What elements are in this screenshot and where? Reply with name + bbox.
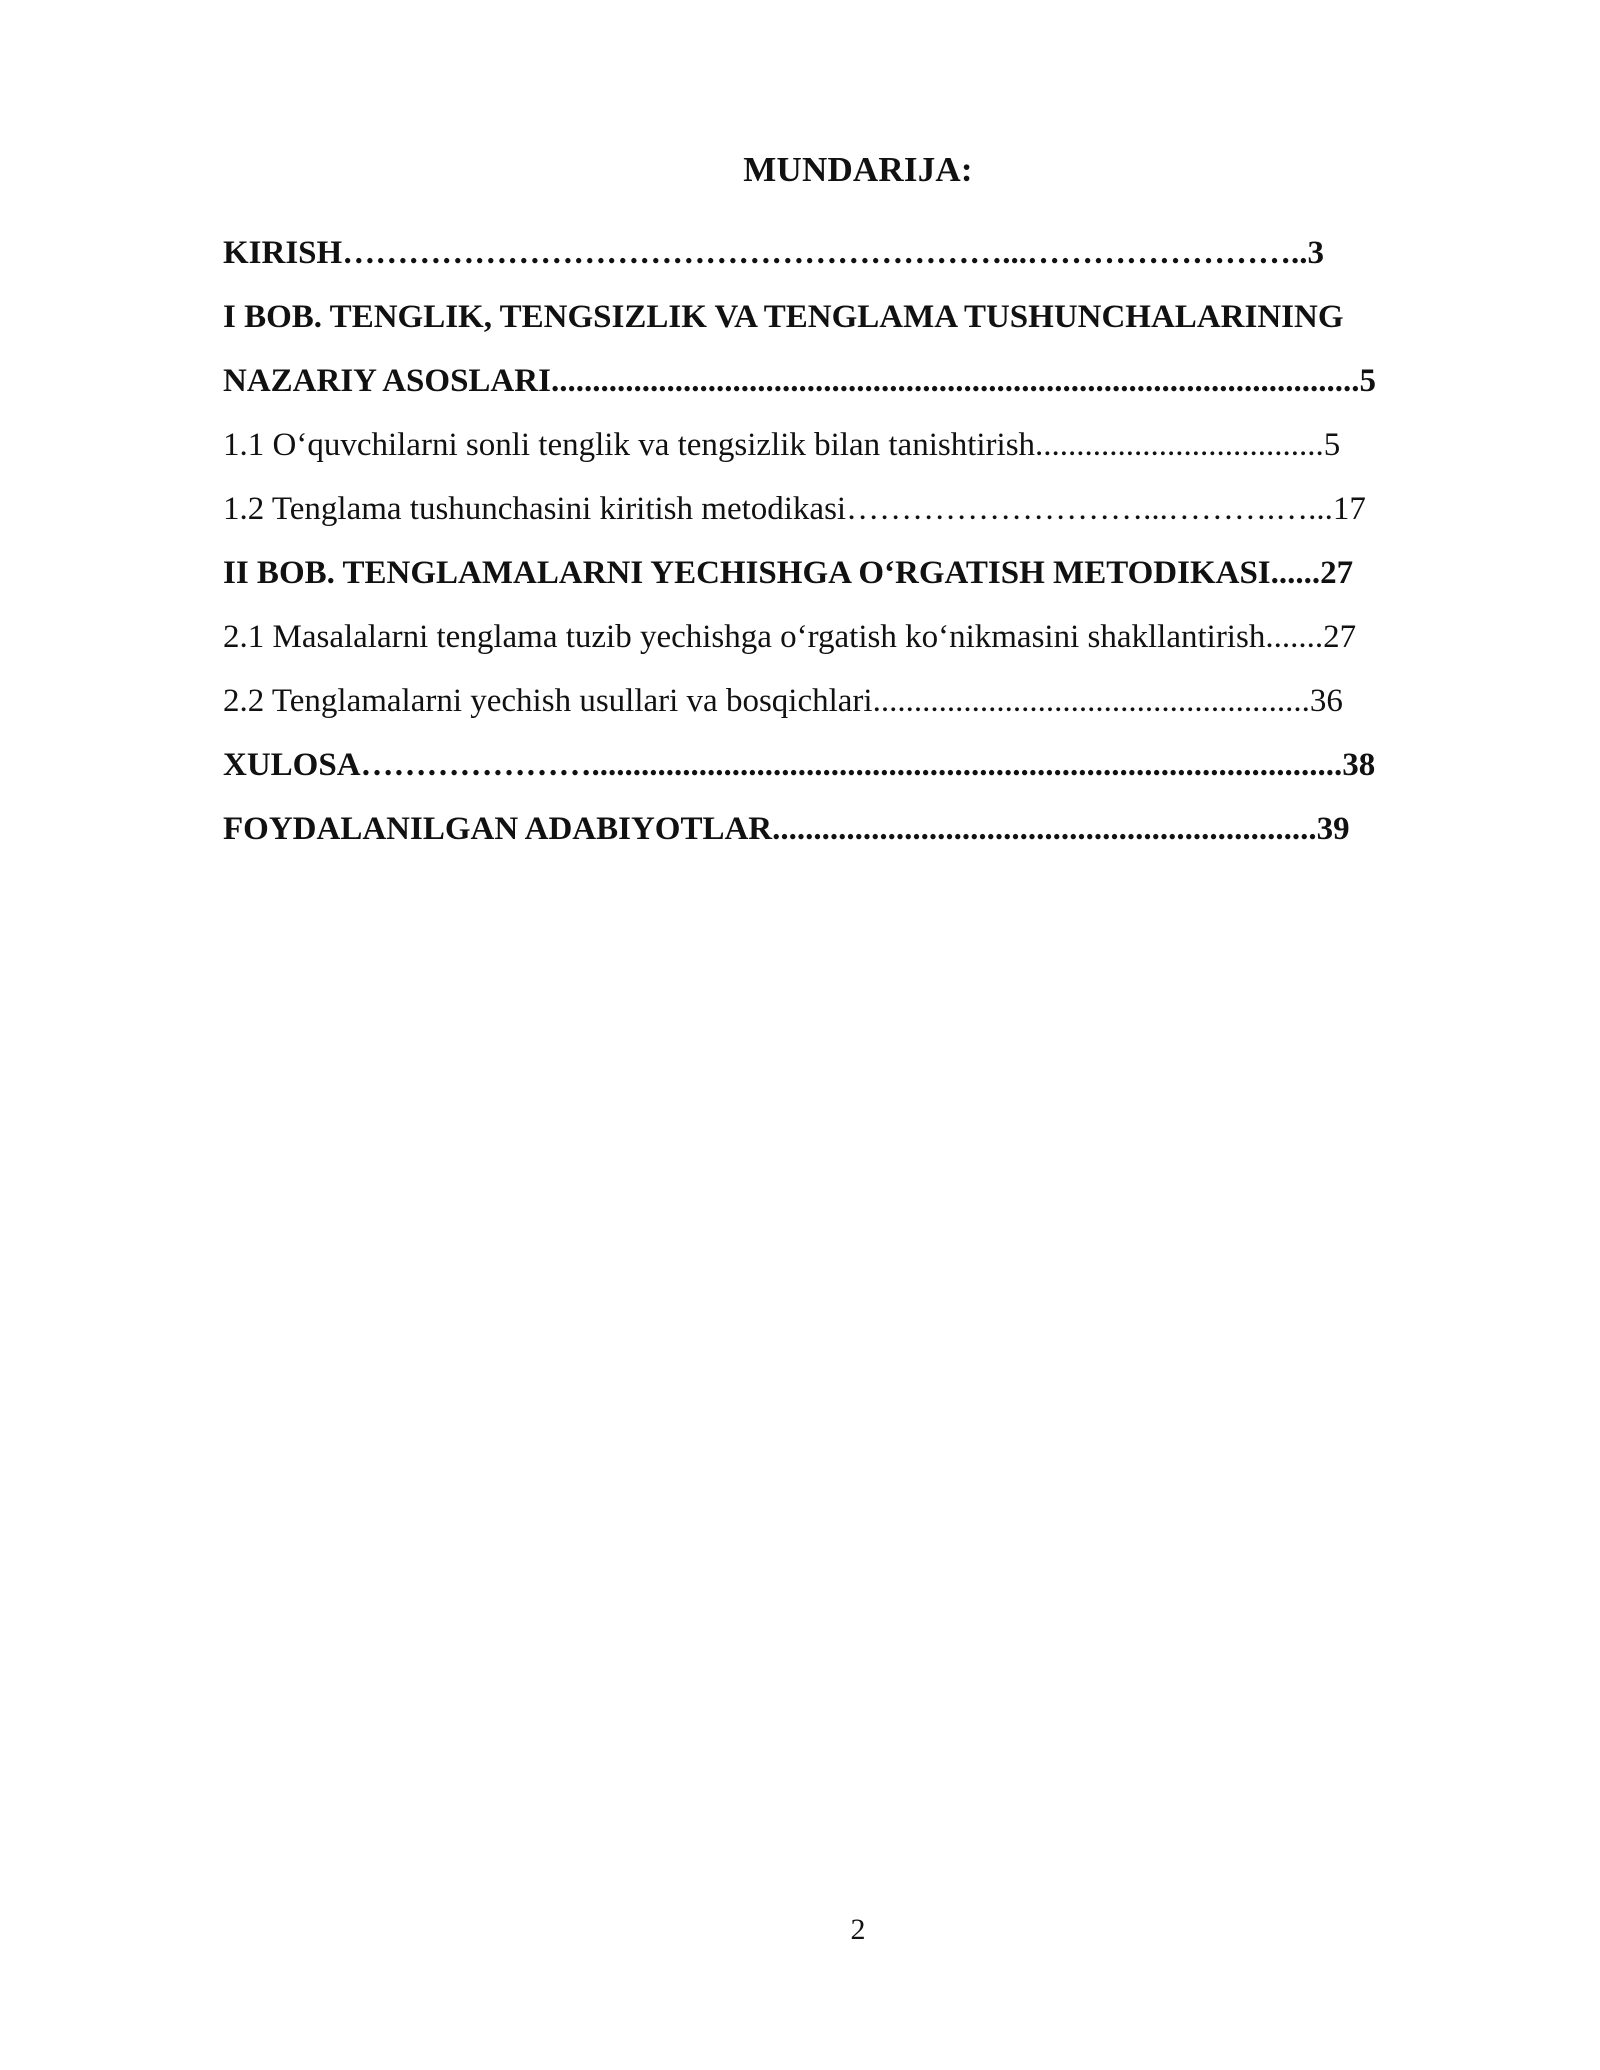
- toc-entry-section-2-1: 2.1 Masalalarni tenglama tuzib yechishga o‘rgatish ko‘nikmasini shakllantirish.......27: [223, 619, 1357, 655]
- toc-entry-chapter-1-title-cont: NAZARIY ASOSLARI..................................................................................................5: [223, 363, 1376, 399]
- toc-entry-section-1-2: 1.2 Tenglama tushunchasini kiritish metodikasi………………………...……….…...17: [223, 491, 1366, 527]
- toc-entry-chapter-1-title: I BOB. TENGLIK, TENGSIZLIK VA TENGLAMA TUSHUNCHALARINING: [223, 299, 1344, 335]
- toc-entry-references: FOYDALANILGAN ADABIYOTLAR..................................................................39: [223, 811, 1350, 847]
- toc-entry-xulosa: XULOSA…………………...........................................................................................38: [223, 747, 1376, 783]
- table-of-contents: [223, 231, 1489, 871]
- page-title: MUNDARIJA:: [743, 150, 973, 189]
- toc-entry-kirish: KIRISH……………………………………………………...……………………..3: [223, 235, 1324, 271]
- toc-entry-chapter-2-title: II BOB. TENGLAMALARNI YECHISHGA O‘RGATISH METODIKASI......27: [223, 555, 1354, 591]
- page-number: 2: [850, 1913, 866, 1946]
- toc-entry-section-1-1: 1.1 O‘quvchilarni sonli tenglik va tengsizlik bilan tanishtirish...................................5: [223, 427, 1341, 463]
- toc-entry-section-2-2: 2.2 Tenglamalarni yechish usullari va bosqichlari.....................................................36: [223, 683, 1343, 719]
